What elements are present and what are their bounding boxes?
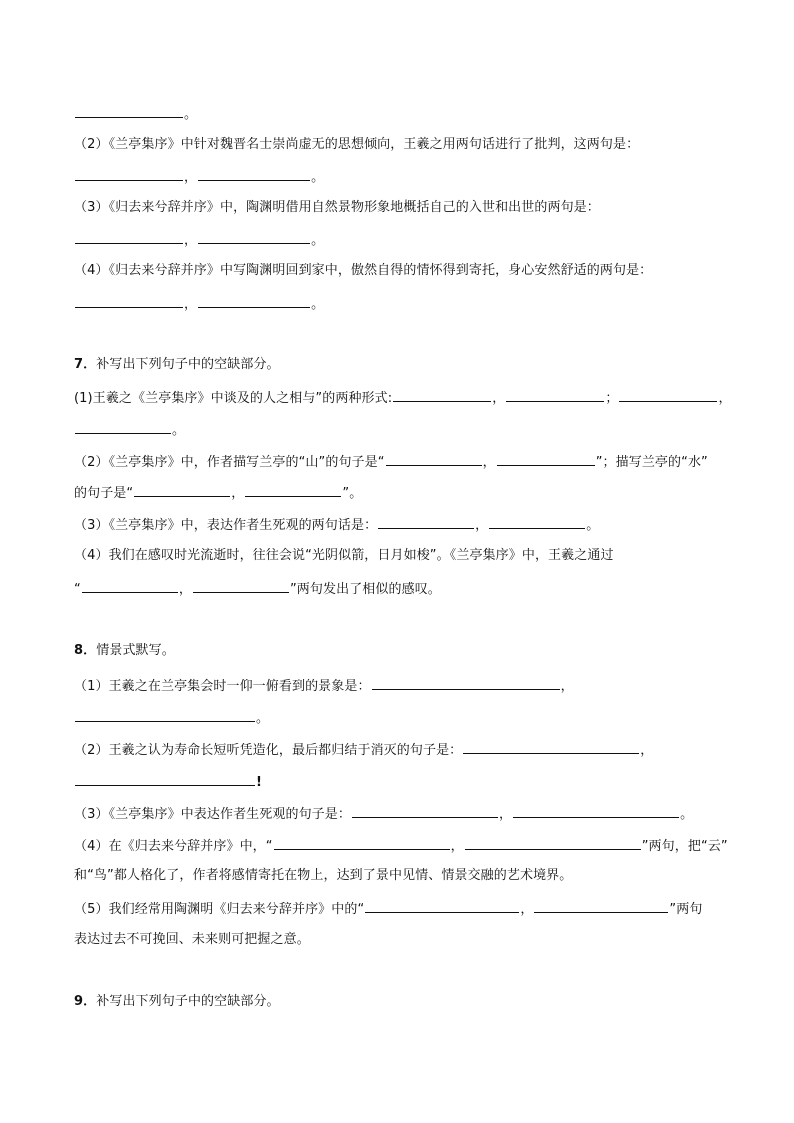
q8-item-4-cont: 和“鸟”都人格化了，作者将感情寄托在物上，达到了景中见情、情景交融的艺术境界。 bbox=[74, 868, 573, 883]
q6-item-4: （4）《归去来兮辞并序》中写陶渊明回到家中，傲然自得的情怀得到寄托，身心安然舒适的两句是： bbox=[74, 263, 653, 278]
answer-blank[interactable] bbox=[619, 387, 717, 402]
q8-item-4: （4）在《归去来兮辞并序》中，“ ， ”两句，把“云” bbox=[74, 835, 734, 857]
q8-title: 8．情景式默写。 bbox=[74, 643, 175, 658]
q7-title: 7．补写出下列句子中的空缺部分。 bbox=[74, 357, 280, 372]
answer-blank[interactable] bbox=[386, 451, 482, 466]
answer-blank[interactable] bbox=[82, 578, 178, 593]
q6-item-2-answers: ， 。 bbox=[74, 166, 734, 188]
q7-item-3: （3）《兰亭集序》中，表达作者生死观的两句话是： ， 。 bbox=[74, 514, 734, 536]
q6-line-1: 。 bbox=[74, 103, 734, 125]
q7-item-1-cont: 。 bbox=[74, 419, 734, 441]
q8-item-1-cont: 。 bbox=[74, 707, 734, 729]
answer-blank[interactable] bbox=[372, 675, 560, 690]
answer-blank[interactable] bbox=[497, 451, 595, 466]
q7-item-2-cont: 的句子是“ ， ”。 bbox=[74, 482, 734, 504]
q8-item-3: （3）《兰亭集序》中表达作者生死观的句子是： ， 。 bbox=[74, 803, 734, 825]
answer-blank[interactable] bbox=[393, 387, 491, 402]
q7-item-2: （2）《兰亭集序》中，作者描写兰亭的“山”的句子是“ ， ”；描写兰亭的“水” bbox=[74, 451, 734, 473]
answer-blank[interactable] bbox=[75, 771, 255, 786]
q9-title: 9．补写出下列句子中的空缺部分。 bbox=[74, 994, 280, 1009]
answer-blank[interactable] bbox=[75, 103, 183, 118]
answer-blank[interactable] bbox=[75, 229, 183, 244]
answer-blank[interactable] bbox=[365, 898, 519, 913]
answer-blank[interactable] bbox=[134, 482, 230, 497]
answer-blank[interactable] bbox=[378, 514, 474, 529]
answer-blank[interactable] bbox=[274, 835, 450, 850]
answer-blank[interactable] bbox=[489, 514, 585, 529]
answer-blank[interactable] bbox=[75, 166, 183, 181]
q7-item-1: (1)王羲之《兰亭集序》中谈及的人之相与”的两种形式: ， ； ， bbox=[74, 387, 734, 409]
q8-item-1: （1）王羲之在兰亭集会时一仰一俯看到的景象是： ， bbox=[74, 675, 734, 697]
q8-item-2-cont: ! bbox=[74, 771, 734, 793]
q7-item-4: （4）我们在感叹时光流逝时，往往会说“光阴似箭，日月如梭”。《兰亭集序》中，王羲之通过 bbox=[74, 548, 614, 563]
q8-item-5-cont: 表达过去不可挽回、未来则可把握之意。 bbox=[74, 932, 310, 947]
answer-blank[interactable] bbox=[75, 293, 183, 308]
answer-blank[interactable] bbox=[193, 578, 289, 593]
answer-blank[interactable] bbox=[198, 293, 310, 308]
answer-blank[interactable] bbox=[534, 898, 668, 913]
answer-blank[interactable] bbox=[75, 419, 171, 434]
answer-blank[interactable] bbox=[463, 739, 639, 754]
answer-blank[interactable] bbox=[198, 166, 310, 181]
q6-item-3-answers: ， 。 bbox=[74, 229, 734, 251]
answer-blank[interactable] bbox=[75, 707, 255, 722]
q6-item-2: （2）《兰亭集序》中针对魏晋名士崇尚虚无的思想倾向，王羲之用两句话进行了批判，这两句是： bbox=[74, 137, 640, 152]
q6-item-4-answers: ， 。 bbox=[74, 293, 734, 315]
answer-blank[interactable] bbox=[245, 482, 341, 497]
answer-blank[interactable] bbox=[513, 803, 679, 818]
q8-item-2: （2）王羲之认为寿命长短听凭造化，最后都归结于消灭的句子是： ， bbox=[74, 739, 734, 761]
q7-item-4-cont: “ ， ”两句发出了相似的感叹。 bbox=[74, 578, 734, 600]
answer-blank[interactable] bbox=[352, 803, 498, 818]
q8-item-5: （5）我们经常用陶渊明《归去来兮辞并序》中的“ ， ”两句 bbox=[74, 898, 734, 920]
q6-item-3: （3）《归去来兮辞并序》中，陶渊明借用自然景物形象地概括自己的入世和出世的两句是： bbox=[74, 200, 600, 215]
answer-blank[interactable] bbox=[198, 229, 310, 244]
answer-blank[interactable] bbox=[506, 387, 604, 402]
answer-blank[interactable] bbox=[465, 835, 641, 850]
